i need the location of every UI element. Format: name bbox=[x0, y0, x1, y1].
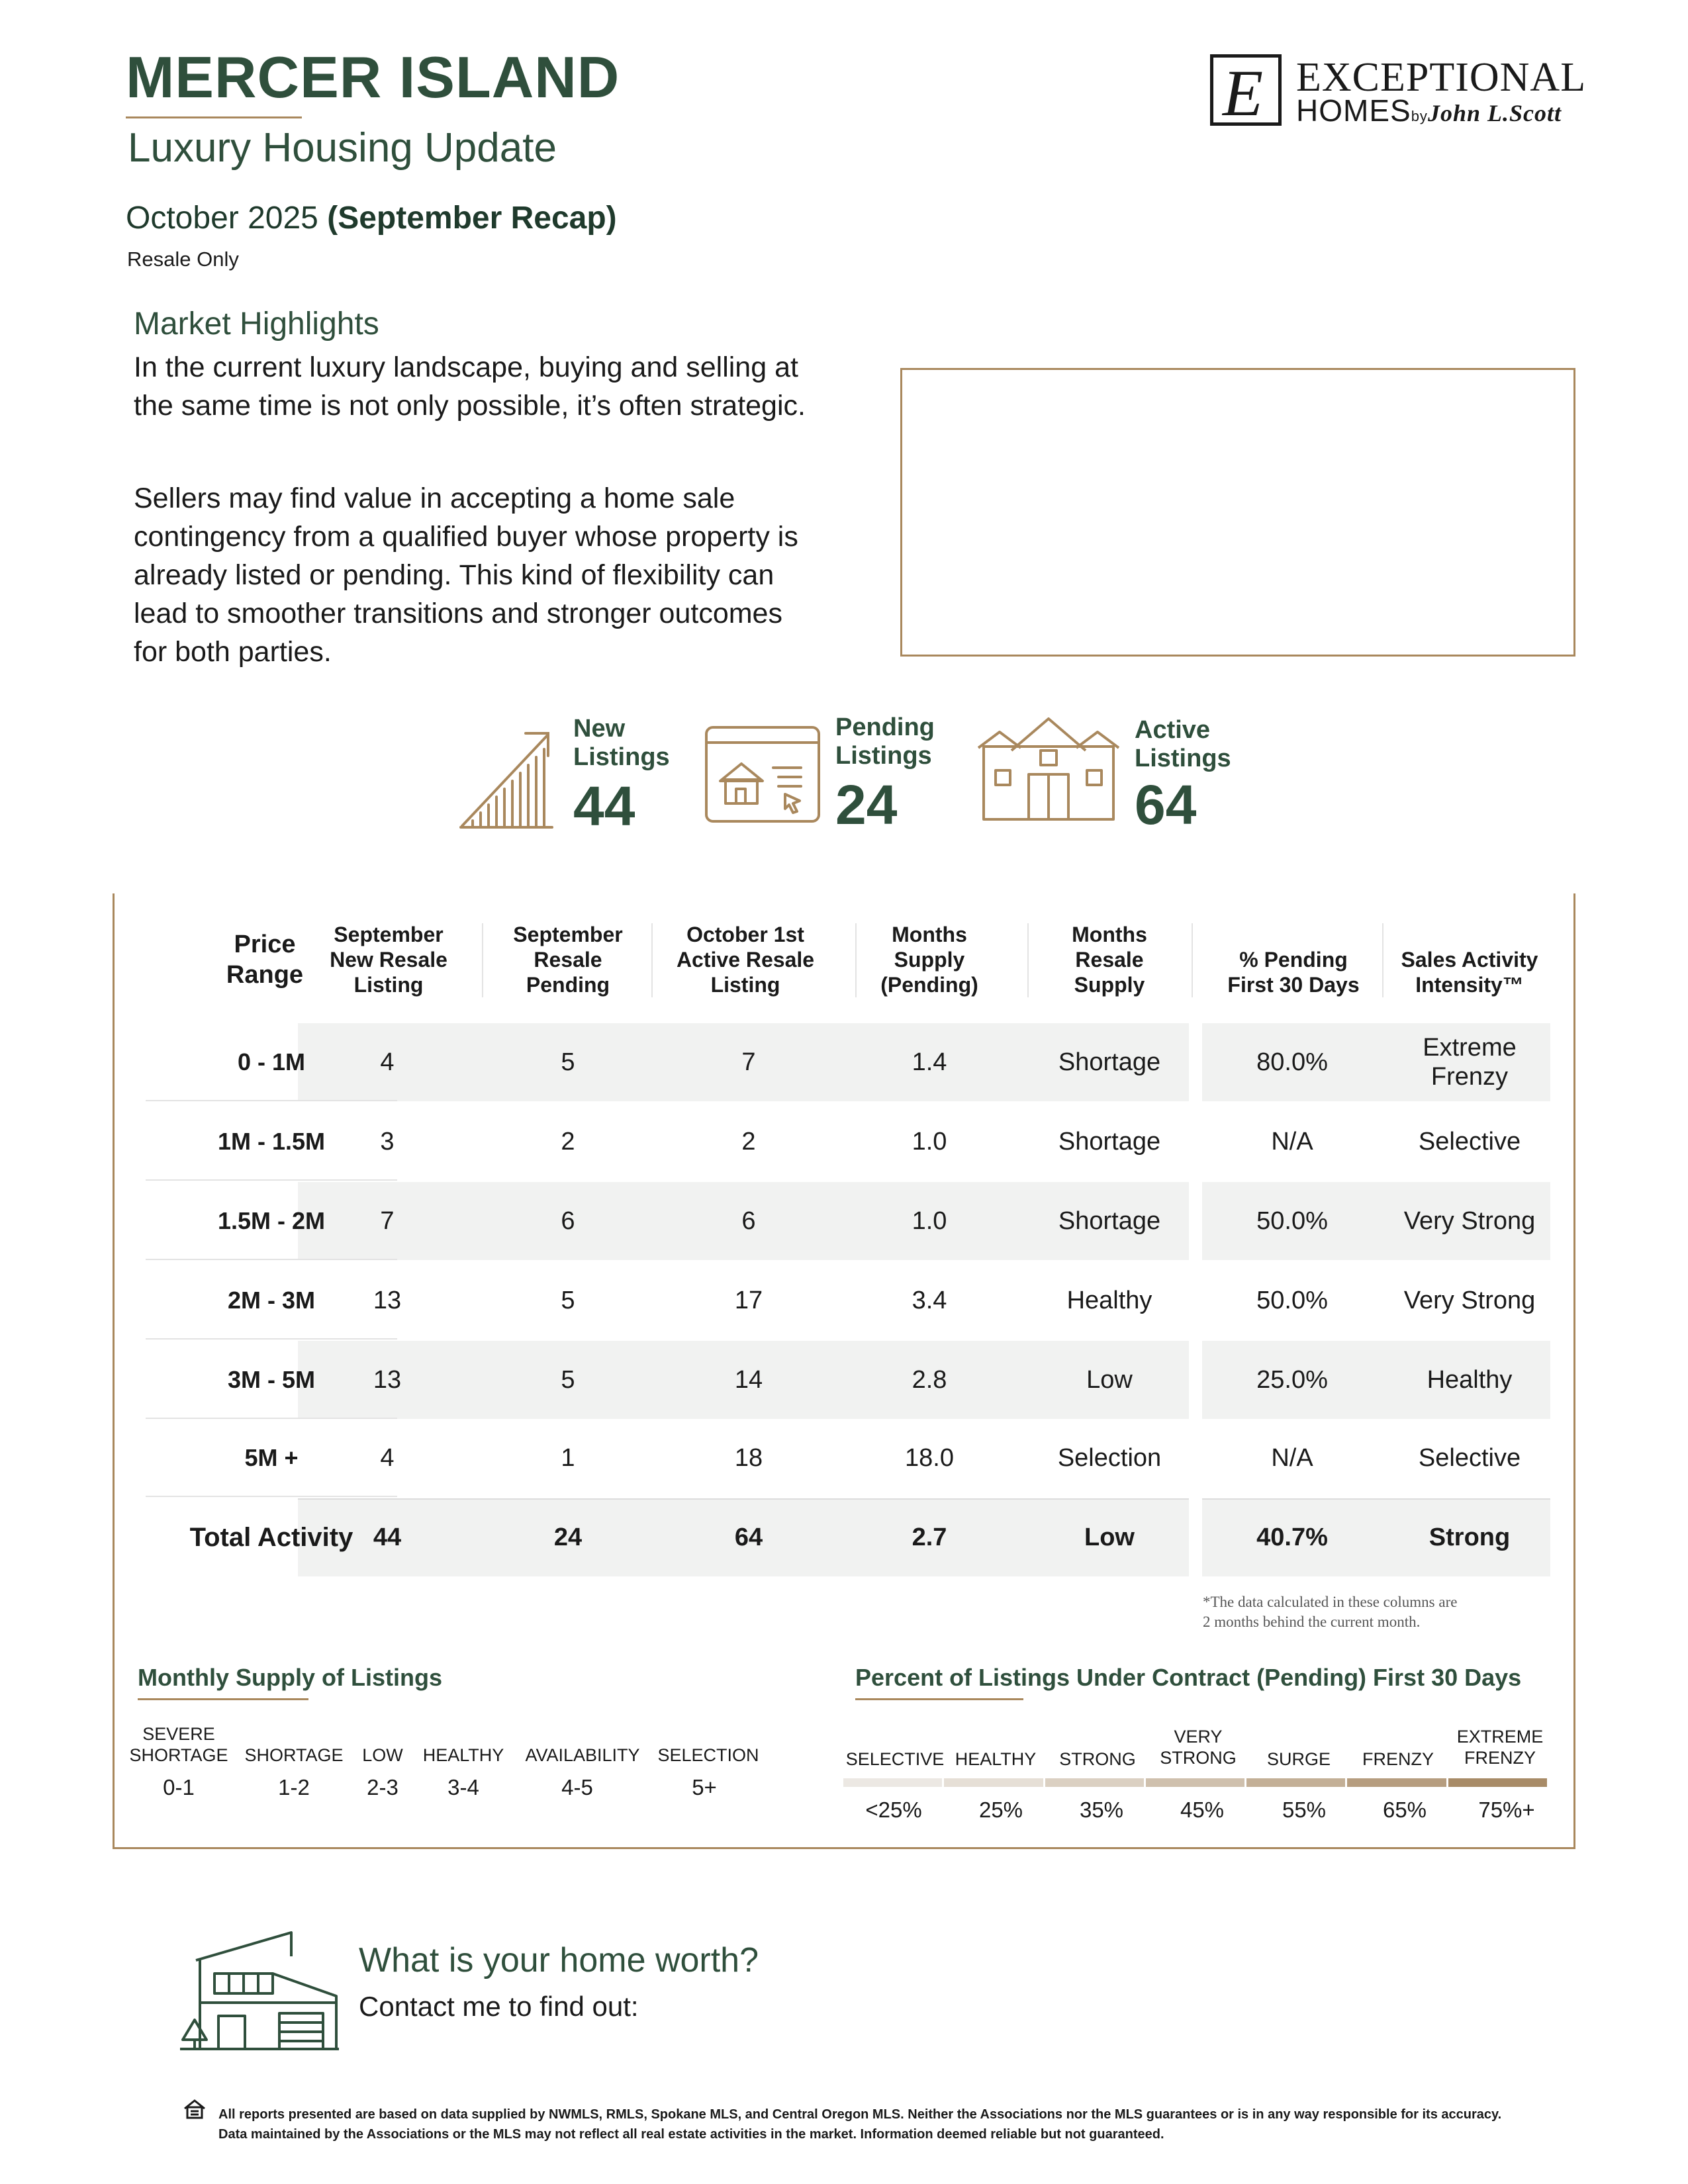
cell-pending: 1 bbox=[561, 1444, 575, 1472]
pending-scale-segment bbox=[1045, 1778, 1144, 1787]
cell-intensity: Very Strong bbox=[1403, 1287, 1536, 1314]
col-header-sales-intensity: Sales Activity Intensity™ bbox=[1401, 948, 1538, 997]
photo-placeholder bbox=[900, 368, 1575, 657]
cell-pending: 6 bbox=[561, 1207, 575, 1235]
pending-legend-value: 35% bbox=[1079, 1797, 1124, 1822]
page-subtitle: Luxury Housing Update bbox=[128, 125, 557, 171]
pending-scale-segment bbox=[843, 1778, 942, 1787]
cell-resale-supply: Low bbox=[1086, 1366, 1133, 1394]
disclaimer-text: All reports presented are based on data supplied by NWMLS, RMLS, Spokane MLS, and Central Oregon MLS. Neither the Associations nor the MLS guarantees or is in any way responsible for its accuracy. Data maintained by the Associations or the MLS may not reflect all real estate activities in the market. Information deemed reliable but not guaranteed. bbox=[218, 2107, 1502, 2142]
cell-pct-pending: 50.0% bbox=[1256, 1287, 1328, 1314]
cta-subtitle: Contact me to find out: bbox=[359, 1991, 639, 2022]
supply-legend-range: 5+ bbox=[692, 1775, 717, 1799]
cell-supply-pending: 1.0 bbox=[912, 1128, 947, 1156]
supply-legend-label: SHORTAGE bbox=[244, 1745, 344, 1765]
row-price-range: 3M - 5M bbox=[146, 1341, 397, 1419]
col-header-pct-pending: % Pending First 30 Days bbox=[1227, 948, 1360, 997]
cell-active: 2 bbox=[741, 1128, 756, 1156]
cell-supply-pending: 3.4 bbox=[912, 1287, 947, 1314]
supply-legend-range: 0-1 bbox=[163, 1775, 195, 1799]
logo-line1: EXCEPTIONAL bbox=[1296, 55, 1587, 100]
cell-active: 17 bbox=[734, 1287, 763, 1314]
stat-pending-listings-value: 24 bbox=[835, 774, 898, 836]
table-row bbox=[0, 1341, 1688, 1419]
supply-legend-range: 2-3 bbox=[367, 1775, 399, 1799]
pending-legend-label: SELECTIVE bbox=[845, 1749, 945, 1769]
cell-new: 4 bbox=[380, 1048, 395, 1076]
cell-pending: 5 bbox=[561, 1048, 575, 1076]
pending-legend-label: HEALTHY bbox=[955, 1749, 1037, 1769]
pending-scale-segment bbox=[944, 1778, 1043, 1787]
table-row bbox=[0, 1182, 1688, 1260]
highlights-paragraph-1: In the current luxury landscape, buying and selling at the same time is not only possible, it’s often strategic. bbox=[134, 351, 806, 422]
pending-legend-label: FRENZY bbox=[1362, 1749, 1434, 1769]
cell-intensity: Strong bbox=[1429, 1524, 1511, 1551]
report-period-recap: (September Recap) bbox=[327, 201, 617, 236]
pending-legend-value: 45% bbox=[1180, 1797, 1225, 1822]
pending-scale-segment bbox=[1448, 1778, 1547, 1787]
pending-scale-segment bbox=[1347, 1778, 1446, 1787]
col-header-months-supply-pending: Months Supply (Pending) bbox=[880, 923, 978, 997]
pending-legend-label: STRONG bbox=[1059, 1749, 1136, 1769]
cell-active: 7 bbox=[741, 1048, 756, 1076]
row-price-range: 5M + bbox=[146, 1419, 397, 1497]
cell-active: 64 bbox=[734, 1524, 763, 1551]
cell-active: 6 bbox=[741, 1207, 756, 1235]
stat-active-listings-value: 64 bbox=[1135, 774, 1197, 836]
supply-legend-label: LOW bbox=[362, 1745, 403, 1765]
cell-pending: 5 bbox=[561, 1366, 575, 1394]
cell-supply-pending: 2.7 bbox=[912, 1524, 947, 1551]
supply-legend-range: 1-2 bbox=[278, 1775, 310, 1799]
pending-legend-label: VERY STRONG bbox=[1160, 1727, 1237, 1768]
pending-legend-label: SURGE bbox=[1266, 1749, 1331, 1769]
pending-scale-segment bbox=[1246, 1778, 1345, 1787]
pending-legend-label: EXTREME FRENZY bbox=[1456, 1727, 1544, 1768]
report-period bbox=[126, 200, 617, 236]
col-header-active-listing: October 1st Active Resale Listing bbox=[676, 923, 815, 997]
cell-supply-pending: 1.4 bbox=[912, 1048, 947, 1076]
cell-pending: 2 bbox=[561, 1128, 575, 1156]
highlights-title: Market Highlights bbox=[134, 306, 379, 341]
cell-resale-supply: Low bbox=[1084, 1524, 1135, 1551]
cell-pct-pending: 40.7% bbox=[1256, 1524, 1328, 1551]
cell-active: 14 bbox=[734, 1366, 763, 1394]
page-title: MERCER ISLAND bbox=[126, 44, 620, 110]
table-total-row bbox=[0, 1498, 1688, 1576]
supply-legend-label: AVAILABILITY bbox=[525, 1745, 640, 1765]
supply-legend-range: 4-5 bbox=[561, 1775, 593, 1799]
stat-pending-listings-label: Pending Listings bbox=[835, 713, 935, 770]
cell-pct-pending: 80.0% bbox=[1256, 1048, 1328, 1076]
cell-pct-pending: 25.0% bbox=[1256, 1366, 1328, 1394]
report-scope: Resale Only bbox=[127, 248, 239, 271]
table-row bbox=[0, 1023, 1688, 1101]
col-header-price-range: Price Range bbox=[226, 931, 304, 989]
supply-legend-label: SEVERE SHORTAGE bbox=[129, 1724, 228, 1765]
cell-pct-pending: N/A bbox=[1271, 1128, 1313, 1156]
cell-pct-pending: N/A bbox=[1271, 1444, 1313, 1472]
cell-new: 3 bbox=[380, 1128, 395, 1156]
table-row bbox=[0, 1419, 1688, 1497]
cell-resale-supply: Healthy bbox=[1066, 1287, 1152, 1314]
cell-pending: 5 bbox=[561, 1287, 575, 1314]
cell-new: 13 bbox=[373, 1287, 402, 1314]
row-total-label: Total Activity bbox=[189, 1522, 353, 1552]
supply-legend-range: 3-4 bbox=[447, 1775, 479, 1799]
cell-supply-pending: 2.8 bbox=[912, 1366, 947, 1394]
modern-house-icon bbox=[180, 1930, 339, 2053]
row-price-range: 1.5M - 2M bbox=[146, 1182, 397, 1260]
pending-scale-segment bbox=[1146, 1778, 1244, 1787]
cell-active: 18 bbox=[734, 1444, 763, 1472]
col-header-resale-pending: September Resale Pending bbox=[513, 923, 623, 997]
stat-new-listings-label: New Listings bbox=[573, 715, 670, 771]
logo-monogram-icon: E bbox=[1210, 54, 1282, 126]
col-header-months-resale-supply: Months Resale Supply bbox=[1072, 923, 1147, 997]
growth-chart-icon bbox=[459, 723, 557, 830]
supply-legend-title: Monthly Supply of Listings bbox=[138, 1664, 442, 1691]
col-header-new-listing: September New Resale Listing bbox=[330, 923, 447, 997]
house-icon bbox=[977, 716, 1120, 822]
brand-logo bbox=[1210, 54, 1587, 130]
pending-legend-value: 75%+ bbox=[1478, 1797, 1535, 1822]
pending-legend-value: <25% bbox=[865, 1797, 922, 1822]
cell-intensity: Extreme Frenzy bbox=[1423, 1034, 1517, 1091]
cell-resale-supply: Shortage bbox=[1058, 1207, 1161, 1235]
stat-new-listings-value: 44 bbox=[573, 775, 635, 837]
title-underline bbox=[126, 116, 302, 118]
cta-title: What is your home worth? bbox=[359, 1941, 759, 1979]
pending-legend-title: Percent of Listings Under Contract (Pending) First 30 Days bbox=[855, 1664, 1522, 1691]
cell-new: 13 bbox=[373, 1366, 402, 1394]
pending-legend-underline bbox=[855, 1698, 1023, 1700]
cell-intensity: Selective bbox=[1418, 1128, 1521, 1156]
table-row bbox=[0, 1261, 1688, 1340]
highlights-paragraph-2: Sellers may find value in accepting a home sale contingency from a qualified buyer whose property is already listed or pending. This kind of flexibility can lead to smoother transitions and stronger outcomes for both parties. bbox=[134, 482, 798, 668]
report-period-date: October 2025 bbox=[126, 201, 318, 236]
supply-legend-label: HEALTHY bbox=[422, 1745, 504, 1765]
cell-pct-pending: 50.0% bbox=[1256, 1207, 1328, 1235]
pending-legend-value: 25% bbox=[978, 1797, 1023, 1822]
cell-resale-supply: Shortage bbox=[1058, 1128, 1161, 1156]
cell-resale-supply: Selection bbox=[1057, 1444, 1162, 1472]
cell-new: 7 bbox=[380, 1207, 395, 1235]
cell-supply-pending: 18.0 bbox=[905, 1444, 954, 1472]
cell-resale-supply: Shortage bbox=[1058, 1048, 1161, 1076]
cell-new: 4 bbox=[380, 1444, 395, 1472]
supply-legend-underline bbox=[138, 1698, 308, 1700]
row-price-range: 1M - 1.5M bbox=[146, 1103, 397, 1181]
pending-legend-value: 65% bbox=[1382, 1797, 1427, 1822]
cell-supply-pending: 1.0 bbox=[912, 1207, 947, 1235]
stat-active-listings-label: Active Listings bbox=[1135, 716, 1231, 772]
logo-line2: HOMESbyJohn L.Scott bbox=[1296, 93, 1562, 128]
listing-screen-icon bbox=[704, 725, 821, 823]
cell-intensity: Very Strong bbox=[1403, 1207, 1536, 1235]
table-row bbox=[0, 1103, 1688, 1181]
cell-new: 44 bbox=[373, 1524, 402, 1551]
cell-pending: 24 bbox=[553, 1524, 583, 1551]
pending-legend-value: 55% bbox=[1282, 1797, 1327, 1822]
cell-intensity: Selective bbox=[1418, 1444, 1521, 1472]
supply-legend-label: SELECTION bbox=[657, 1745, 759, 1765]
cell-intensity: Healthy bbox=[1427, 1366, 1513, 1394]
table-footnote: *The data calculated in these columns are 2 months behind the current month. bbox=[1203, 1594, 1458, 1630]
row-price-range: 2M - 3M bbox=[146, 1261, 397, 1340]
equal-housing-icon bbox=[183, 2099, 206, 2119]
row-price-range: 0 - 1M bbox=[146, 1023, 397, 1101]
